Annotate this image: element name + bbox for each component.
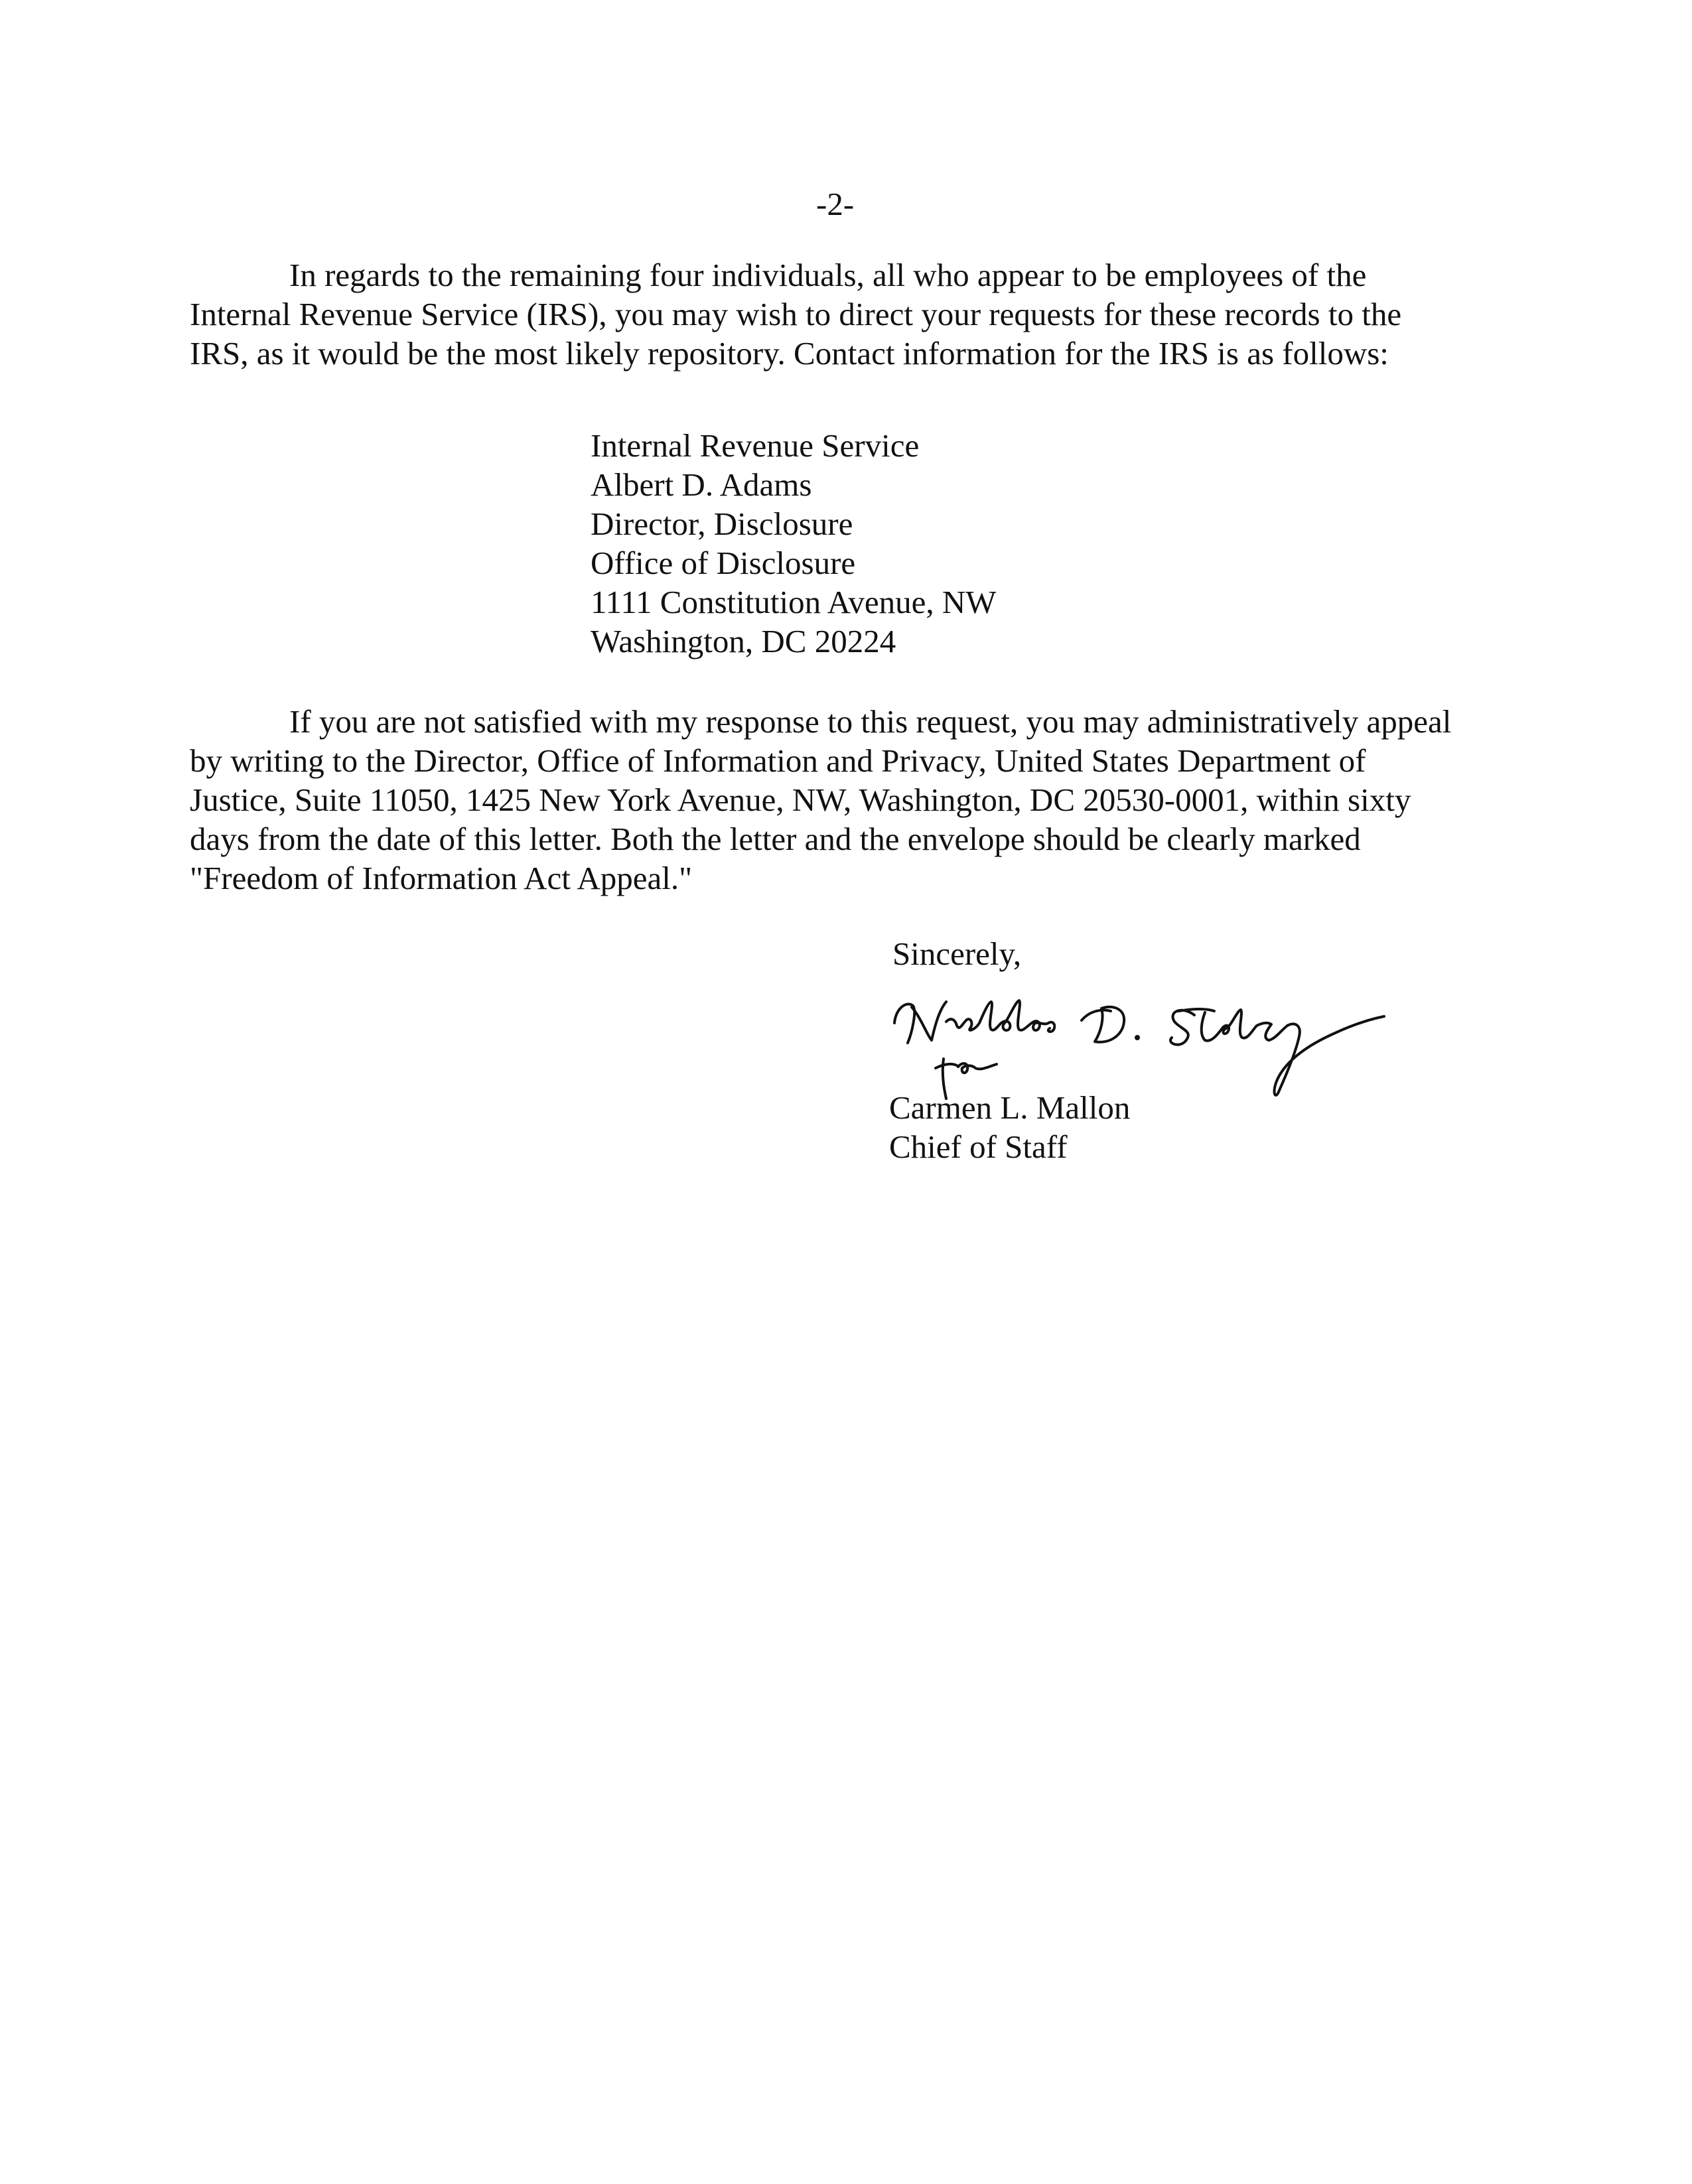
paragraph-line: days from the date of this letter. Both the letter and the envelope should be clearly marked	[190, 821, 1361, 857]
address-contact-title: Director, Disclosure	[591, 506, 853, 542]
closing-salutation: Sincerely,	[892, 935, 1022, 972]
address-office: Office of Disclosure	[591, 545, 856, 581]
handwritten-signature	[882, 982, 1387, 1101]
page-number: -2-	[816, 186, 855, 222]
address-city: Washington, DC 20224	[591, 623, 896, 659]
paragraph-line: Justice, Suite 11050, 1425 New York Avenue, NW, Washington, DC 20530-0001, within sixty	[190, 782, 1411, 818]
paragraph-line: If you are not satisfied with my response to this request, you may administratively appeal	[289, 703, 1452, 740]
paragraph-line: In regards to the remaining four individuals, all who appear to be employees of the	[289, 257, 1367, 293]
irs-address-block	[591, 426, 997, 661]
paragraph-line: IRS, as it would be the most likely repository. Contact information for the IRS is as follows:	[190, 335, 1389, 372]
signer-block	[889, 1088, 1130, 1166]
address-street: 1111 Constitution Avenue, NW	[591, 584, 997, 620]
paragraph-irs-referral	[190, 255, 1401, 373]
address-organization: Internal Revenue Service	[591, 427, 920, 464]
paragraph-line: by writing to the Director, Office of Information and Privacy, United States Department of	[190, 742, 1366, 779]
paragraph-line: "Freedom of Information Act Appeal."	[190, 860, 693, 896]
paragraph-line: Internal Revenue Service (IRS), you may wish to direct your requests for these records to the	[190, 296, 1402, 332]
paragraph-appeal-instructions	[190, 702, 1451, 898]
signer-name: Carmen L. Mallon	[889, 1089, 1131, 1126]
signer-title: Chief of Staff	[889, 1128, 1068, 1165]
address-contact-name: Albert D. Adams	[591, 466, 812, 503]
